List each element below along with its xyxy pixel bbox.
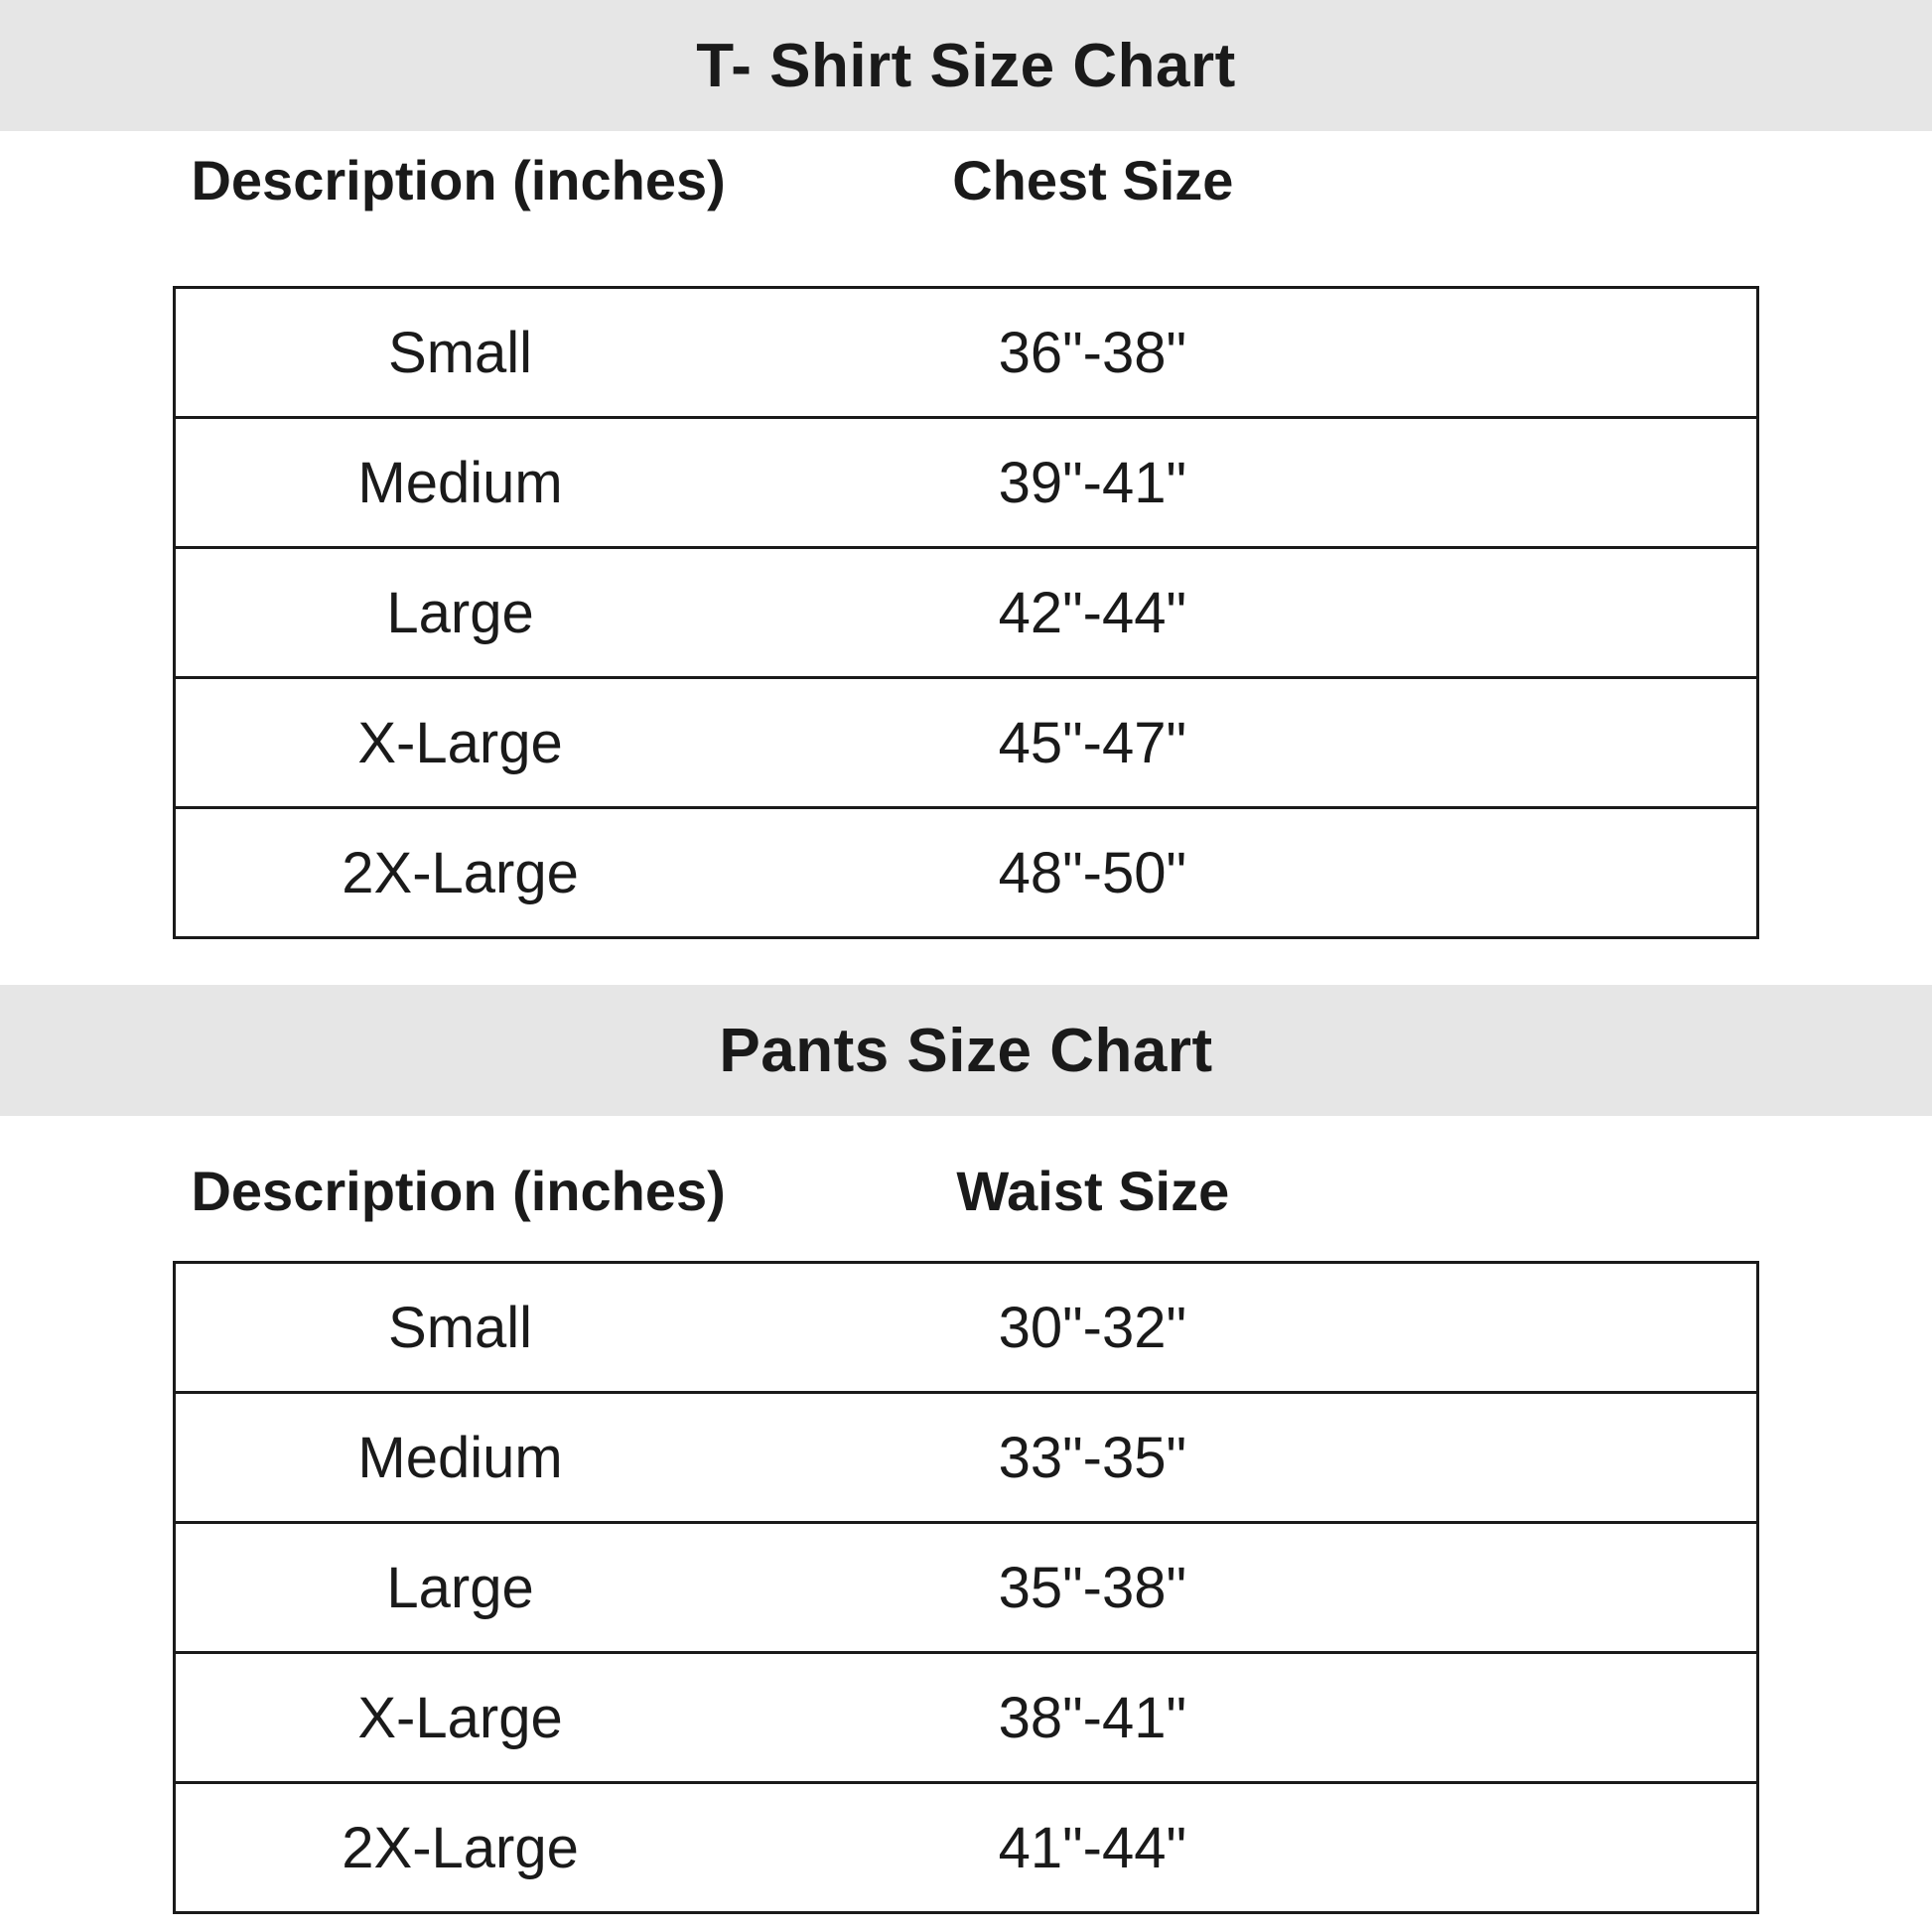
size-description: X-Large: [357, 710, 563, 775]
pants-column-header-description: Description (inches): [191, 1160, 726, 1222]
tshirt-column-header-description: Description (inches): [191, 149, 726, 211]
table-row: [176, 1521, 1756, 1651]
size-value: 48"-50": [998, 840, 1187, 905]
size-value: 41"-44": [998, 1815, 1187, 1880]
tshirt-chart-title: T- Shirt Size Chart: [696, 31, 1236, 100]
table-row: [176, 1781, 1756, 1911]
size-value: 45"-47": [998, 710, 1187, 775]
section-divider-gap: [0, 939, 1932, 985]
tshirt-chart-title-banner: [0, 0, 1932, 131]
size-description: Medium: [357, 450, 563, 515]
table-row: [176, 676, 1756, 806]
table-row: [176, 416, 1756, 546]
pants-chart-title: Pants Size Chart: [719, 1016, 1213, 1085]
size-description: Small: [388, 320, 533, 385]
size-description: Medium: [357, 1425, 563, 1490]
table-row: [176, 1391, 1756, 1521]
pants-chart-title-banner: [0, 985, 1932, 1116]
table-row: [176, 546, 1756, 676]
size-value: 42"-44": [998, 580, 1187, 645]
pants-size-chart-section: [0, 985, 1932, 1914]
size-value: 30"-32": [998, 1295, 1187, 1360]
size-value: 35"-38": [998, 1555, 1187, 1620]
size-value: 36"-38": [998, 320, 1187, 385]
tshirt-table-header-row: [173, 131, 1759, 286]
table-row: [176, 1264, 1756, 1391]
pants-table-header-row: [173, 1116, 1759, 1261]
pants-column-header-waist-size: Waist Size: [956, 1160, 1230, 1222]
size-value: 39"-41": [998, 450, 1187, 515]
size-description: Large: [386, 580, 534, 645]
size-description: 2X-Large: [342, 840, 579, 905]
tshirt-size-table: [173, 286, 1759, 939]
size-description: X-Large: [357, 1685, 563, 1750]
size-value: 38"-41": [998, 1685, 1187, 1750]
size-description: Small: [388, 1295, 533, 1360]
size-value: 33"-35": [998, 1425, 1187, 1490]
table-row: [176, 289, 1756, 416]
size-description: Large: [386, 1555, 534, 1620]
pants-size-table: [173, 1261, 1759, 1914]
tshirt-column-header-chest-size: Chest Size: [952, 149, 1234, 211]
tshirt-size-chart-section: [0, 0, 1932, 939]
size-description: 2X-Large: [342, 1815, 579, 1880]
table-row: [176, 1651, 1756, 1781]
table-row: [176, 806, 1756, 936]
